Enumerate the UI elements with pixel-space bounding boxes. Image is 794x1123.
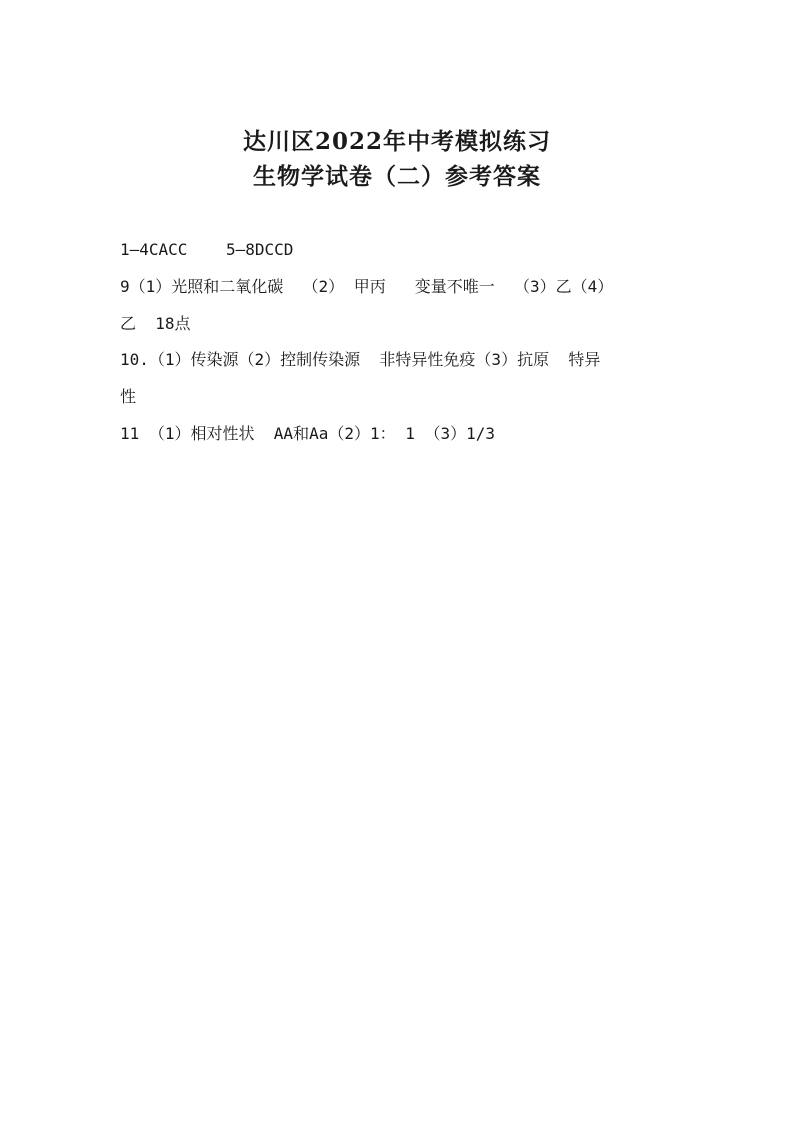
answer-line-2: 9（1）光照和二氧化碳 （2） 甲丙 变量不唯一 （3）乙（4） [120, 277, 614, 296]
page-title-line-2: 生物学试卷（二）参考答案 [253, 163, 541, 190]
answer-line-4: 10.（1）传染源（2）控制传染源 非特异性免疫（3）抗原 特异 [120, 350, 601, 369]
answer-line-6: 11 （1）相对性状 AA和Aa（2）1： 1 （3）1/3 [120, 424, 496, 443]
answer-line-3: 乙 18点 [120, 314, 191, 333]
page-title-line-1: 达川区2022年中考模拟练习 [242, 128, 551, 155]
answer-line-5: 性 [120, 387, 137, 406]
answer-line-1: 1—4CACC 5—8DCCD [120, 240, 294, 259]
